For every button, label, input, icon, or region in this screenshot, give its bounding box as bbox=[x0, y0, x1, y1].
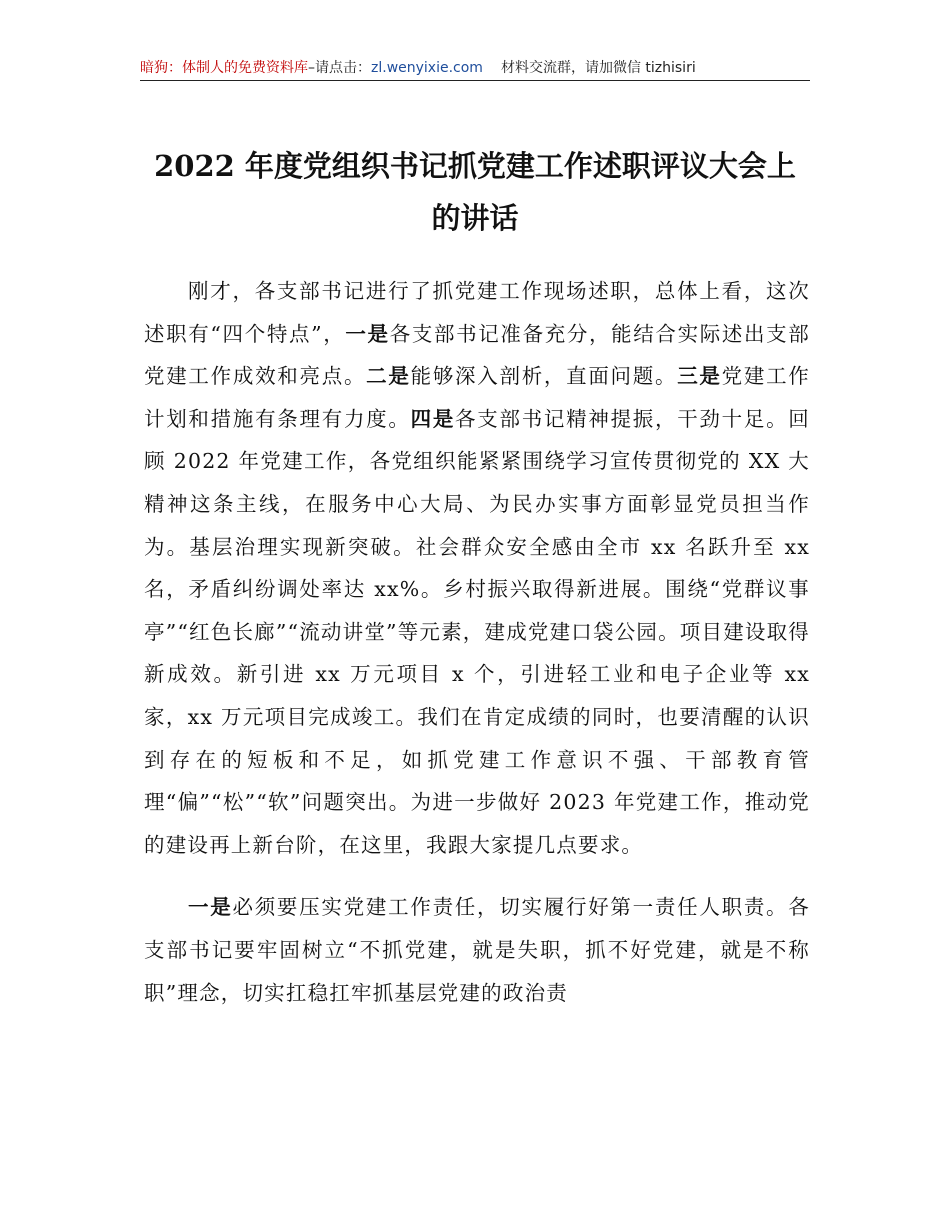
paragraph-requirement-one bbox=[144, 886, 810, 1014]
header-contact-text: 材料交流群，请加微信 tizhisiri bbox=[500, 60, 696, 76]
text-run: 各支部书记准备充分，能结合实际述出支部党建工作成效和亮点。 bbox=[144, 321, 810, 389]
header-site-link[interactable]: zl.wenyixie.com bbox=[371, 60, 483, 76]
text-run: 必须要压实党建工作责任，切实履行好第一责任人职责。各支部书记要牢固树立“不抓党建，就是失职，抓不好党建，就是不称职”理念，切实扛稳扛牢抓基层党建的政治责 bbox=[144, 895, 810, 1005]
text-run: 刚才，各支部书记进行了抓党建工作现场述职，总体上看，这次述职有“四个特点”， bbox=[144, 279, 810, 346]
bold-marker-first: 一是 bbox=[188, 895, 233, 920]
header-click-prompt: –请点击： bbox=[308, 60, 371, 76]
paragraph-intro bbox=[144, 270, 810, 866]
document-title: 2022 年度党组织书记抓党建工作述职评议大会上的讲话 bbox=[154, 149, 796, 235]
text-run: 能够深入剖析，直面问题。 bbox=[410, 364, 678, 389]
bold-marker-third: 三是 bbox=[677, 364, 722, 389]
bold-marker-first: 一是 bbox=[345, 321, 390, 346]
page-header bbox=[140, 58, 810, 81]
document-body bbox=[144, 270, 810, 1014]
header-promo-text: 暗狗：体制人的免费资料库 bbox=[140, 60, 308, 76]
bold-marker-fourth: 四是 bbox=[410, 406, 456, 431]
text-run: 各支部书记精神提振，干劲十足。回顾 2022 年党建工作，各党组织能紧紧围绕学习宣传贯彻党的 XX 大精神这条主线，在服务中心大局、为民办实事方面彰显党员担当作为。基层治理实现新突破。社会群众安全感由全市 xx 名跃升至 xx 名，矛盾纠纷调处率达 xx%。乡村振兴取得新进展。围绕“党群议事亭”“红色长廊”“流动讲堂”等元素，建成党建口袋公园。项目建设取得新成效。新引进 xx 万元项目 x 个，引进轻工业和电子企业等 xx 家，xx 万元项目完成竣工。我们在肯定成绩的同时，也要清醒的认识到存在的短板和不足，如抓党建工作意识不强、干部教育管理“偏”“松”“软”问题突出。为进一步做好 2023 年党建工作，推动党的建设再上新台阶，在这里，我跟大家提几点要求。 bbox=[144, 406, 810, 857]
bold-marker-second: 二是 bbox=[366, 364, 411, 389]
text-run: 党建工作计划和措施有条理有力度。 bbox=[144, 364, 810, 431]
